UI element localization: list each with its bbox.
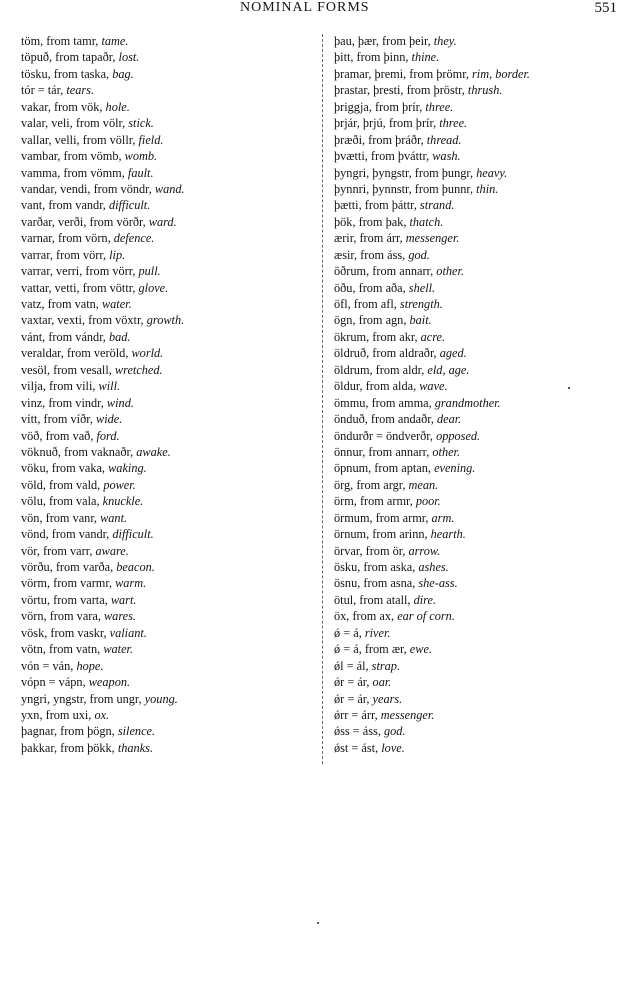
entry-headword: þvætti, from þváttr,	[334, 149, 433, 164]
entry-line	[334, 510, 619, 526]
entry-headword: vilja, from vili,	[21, 379, 99, 394]
entry-line	[334, 115, 619, 131]
entry-headword: þynnri, þynnstr, from þunnr,	[334, 181, 477, 196]
entry-gloss: poor.	[415, 494, 441, 509]
entry-gloss: lip.	[109, 247, 126, 262]
column-divider	[322, 34, 323, 764]
entry-line	[21, 132, 311, 148]
entry-headword: ǿss = áss,	[334, 724, 384, 739]
entry-headword: vópn = vápn,	[21, 675, 89, 690]
entry-line	[334, 33, 619, 49]
entry-line	[334, 378, 619, 394]
entry-gloss: wash.	[432, 149, 461, 164]
entry-line	[21, 543, 311, 559]
entry-headword: þitt, from þinn,	[334, 50, 412, 65]
entry-gloss: strand.	[419, 198, 455, 213]
entry-gloss: thanks.	[117, 740, 154, 755]
entry-gloss: ashes.	[418, 560, 449, 574]
entry-line	[21, 691, 311, 707]
entry-line	[21, 49, 311, 65]
entry-headword: vöknuð, from vaknaðr,	[21, 444, 137, 459]
entry-gloss: power.	[103, 477, 136, 492]
entry-line	[21, 411, 311, 427]
entry-line	[21, 625, 311, 641]
entry-headword: vattar, vetti, from vöttr,	[21, 280, 139, 295]
entry-gloss: three.	[425, 99, 454, 114]
entry-line	[334, 395, 619, 411]
entry-headword: þætti, from þáttr,	[334, 198, 420, 213]
entry-gloss: wares.	[103, 609, 136, 624]
left-column-entries	[21, 33, 311, 756]
entry-headword: öndurðr = öndverðr,	[334, 428, 437, 443]
entry-headword: þrjár, þrjú, from þrír,	[334, 116, 440, 131]
entry-line	[21, 723, 311, 739]
entry-gloss: grandmother.	[434, 395, 501, 410]
entry-headword: þramar, þremi, from þrömr,	[334, 66, 472, 81]
entry-line	[334, 658, 619, 674]
entry-headword: vambar, from vömb,	[21, 149, 125, 164]
entry-gloss: hope.	[76, 658, 104, 673]
entry-line	[334, 49, 619, 65]
entry-line	[21, 460, 311, 476]
entry-line	[21, 66, 311, 82]
entry-headword: vant, from vandr,	[21, 198, 109, 213]
entry-line	[21, 247, 311, 263]
entry-gloss: ox.	[94, 707, 110, 722]
entry-headword: vösk, from vaskr,	[21, 625, 110, 640]
entry-line	[21, 329, 311, 345]
entry-headword: ærir, from árr,	[334, 231, 406, 246]
entry-line	[21, 707, 311, 723]
entry-headword: vörm, from varmr,	[21, 576, 116, 591]
entry-line	[21, 214, 311, 230]
entry-headword: varrar, from vörr,	[21, 247, 110, 262]
entry-gloss: water.	[101, 297, 132, 311]
entry-gloss: water.	[103, 642, 134, 657]
entry-headword: veraldar, from veröld,	[21, 346, 132, 361]
entry-headword: völd, from vald,	[21, 477, 104, 492]
entry-headword: yngri, yngstr, from ungr,	[21, 691, 145, 706]
entry-headword: vón = ván,	[21, 658, 77, 673]
entry-headword: ökrum, from akr,	[334, 329, 421, 344]
entry-line	[334, 66, 619, 82]
entry-gloss: thatch.	[409, 214, 444, 229]
entry-gloss: messenger.	[380, 707, 435, 722]
entry-line	[334, 460, 619, 476]
entry-headword: þrastar, þresti, from þröstr,	[334, 83, 468, 98]
entry-line	[21, 99, 311, 115]
entry-gloss: three.	[439, 116, 468, 131]
entry-gloss: love.	[381, 740, 405, 755]
entry-line	[21, 658, 311, 674]
entry-line	[21, 312, 311, 328]
entry-headword: önnur, from annarr,	[334, 444, 433, 459]
entry-line	[334, 197, 619, 213]
entry-headword: vítt, from víðr,	[21, 412, 96, 427]
entry-gloss: ewe.	[409, 642, 432, 657]
entry-line	[334, 263, 619, 279]
entry-headword: þau, þær, from þeir,	[334, 34, 434, 48]
entry-line	[21, 378, 311, 394]
page-number: 551	[594, 0, 617, 16]
entry-gloss: want.	[100, 510, 128, 525]
entry-headword: ǿ = á, from ær,	[334, 642, 410, 657]
entry-line	[21, 148, 311, 164]
entry-line	[21, 362, 311, 378]
entry-gloss: acre.	[420, 329, 446, 344]
entry-gloss: river.	[364, 625, 391, 640]
entry-headword: þagnar, from þögn,	[21, 724, 118, 739]
entry-line	[334, 477, 619, 493]
entry-headword: þræði, from þráðr,	[334, 132, 427, 147]
entry-gloss: defence.	[113, 231, 155, 246]
entry-headword: vönd, from vandr,	[21, 527, 113, 542]
entry-line	[21, 493, 311, 509]
entry-gloss: evening.	[434, 461, 476, 476]
entry-headword: ǿr = ár,	[334, 691, 373, 706]
entry-headword: ǿl = ál,	[334, 658, 372, 673]
entry-line	[334, 707, 619, 723]
entry-line	[21, 592, 311, 608]
entry-headword: ömmu, from amma,	[334, 395, 435, 410]
entry-gloss: shell.	[408, 280, 436, 295]
entry-line	[21, 510, 311, 526]
entry-line	[21, 674, 311, 690]
entry-headword: vatz, from vatn,	[21, 297, 102, 311]
entry-line	[334, 99, 619, 115]
entry-line	[334, 575, 619, 591]
entry-gloss: aware.	[95, 543, 129, 558]
entry-headword: ösku, from aska,	[334, 560, 419, 574]
entry-headword: völu, from vala,	[21, 494, 103, 509]
entry-gloss: thrush.	[467, 83, 503, 98]
entry-headword: vallar, velli, from völlr,	[21, 132, 139, 147]
entry-line	[334, 148, 619, 164]
entry-line	[21, 575, 311, 591]
entry-gloss: world.	[131, 346, 164, 361]
entry-gloss: aged.	[439, 346, 467, 361]
entry-line	[21, 115, 311, 131]
entry-gloss: she-ass.	[418, 576, 458, 591]
entry-gloss: wart.	[110, 592, 137, 607]
entry-gloss: god.	[408, 247, 430, 262]
entry-gloss: silence.	[117, 724, 156, 739]
entry-line	[334, 608, 619, 624]
entry-headword: tösku, from taska,	[21, 66, 113, 81]
entry-line	[21, 230, 311, 246]
entry-gloss: glove.	[138, 280, 169, 295]
entry-headword: þriggja, from þrír,	[334, 99, 426, 114]
entry-gloss: god.	[383, 724, 406, 739]
entry-gloss: arm.	[431, 510, 455, 525]
entry-headword: öpnum, from aptan,	[334, 461, 435, 476]
entry-line	[21, 526, 311, 542]
entry-line	[334, 296, 619, 312]
entry-gloss: warm.	[115, 576, 147, 591]
entry-gloss: difficult.	[112, 527, 154, 542]
entry-line	[21, 263, 311, 279]
entry-line	[21, 165, 311, 181]
entry-line	[334, 526, 619, 542]
entry-headword: öldruð, from aldraðr,	[334, 346, 440, 361]
entry-gloss: tears.	[66, 83, 95, 98]
entry-line	[21, 559, 311, 575]
entry-gloss: field.	[138, 132, 164, 147]
entry-headword: þök, from þak,	[334, 214, 410, 229]
right-column-entries	[334, 33, 619, 756]
entry-gloss: they.	[433, 34, 457, 48]
entry-headword: yxn, from uxi,	[21, 707, 95, 722]
entry-gloss: growth.	[146, 313, 185, 328]
entry-gloss: bad.	[108, 329, 131, 344]
entry-line	[334, 625, 619, 641]
entry-headword: öðrum, from annarr,	[334, 264, 437, 279]
entry-gloss: years.	[372, 691, 403, 706]
entry-gloss: other.	[436, 264, 464, 279]
entry-line	[334, 214, 619, 230]
entry-gloss: ford.	[96, 428, 120, 443]
entry-line	[21, 477, 311, 493]
entry-gloss: weapon.	[88, 675, 131, 690]
entry-gloss: wand.	[154, 181, 185, 196]
entry-headword: vörtu, from varta,	[21, 592, 111, 607]
entry-gloss: young.	[144, 691, 178, 706]
stray-mark	[568, 387, 570, 389]
entry-line	[334, 641, 619, 657]
entry-gloss: eld, age.	[427, 362, 470, 377]
entry-headword: ǿr = ár,	[334, 675, 373, 690]
entry-gloss: heavy.	[476, 165, 508, 180]
entry-gloss: valiant.	[109, 625, 147, 640]
entry-line	[334, 559, 619, 575]
entry-line	[334, 543, 619, 559]
entry-line	[334, 230, 619, 246]
entry-gloss: beacon.	[116, 560, 155, 574]
entry-line	[21, 280, 311, 296]
entry-headword: vörðu, from varða,	[21, 560, 117, 574]
entry-gloss: stick.	[128, 116, 154, 131]
entry-line	[21, 740, 311, 756]
entry-gloss: thin.	[476, 181, 499, 196]
entry-gloss: wide.	[96, 412, 123, 427]
entry-gloss: awake.	[136, 444, 171, 459]
entry-headword: vinz, from vindr,	[21, 395, 107, 410]
entry-headword: vötn, from vatn,	[21, 642, 104, 657]
entry-headword: vamma, from vömm,	[21, 165, 128, 180]
entry-headword: varrar, verri, from vörr,	[21, 264, 139, 279]
entry-gloss: ward.	[148, 214, 177, 229]
entry-line	[21, 181, 311, 197]
entry-headword: vön, from vanr,	[21, 510, 101, 525]
entry-gloss: tame.	[101, 34, 129, 48]
entry-headword: þyngri, þyngstr, from þungr,	[334, 165, 477, 180]
entry-headword: varnar, from vörn,	[21, 231, 114, 246]
entry-gloss: wave.	[419, 379, 448, 394]
entry-gloss: dear.	[436, 412, 462, 427]
entry-headword: vörn, from vara,	[21, 609, 104, 624]
entry-line	[21, 345, 311, 361]
entry-headword: ǿrr = árr,	[334, 707, 381, 722]
entry-headword: örmum, from armr,	[334, 510, 432, 525]
entry-headword: örg, from argr,	[334, 477, 409, 492]
entry-headword: vöku, from vaka,	[21, 461, 109, 476]
entry-line	[334, 165, 619, 181]
entry-headword: töm, from tamr,	[21, 34, 102, 48]
entry-gloss: knuckle.	[102, 494, 144, 509]
entry-headword: vöð, from vað,	[21, 428, 97, 443]
entry-headword: vandar, vendi, from vöndr,	[21, 181, 155, 196]
entry-line	[334, 132, 619, 148]
entry-headword: öfl, from afl,	[334, 297, 400, 311]
entry-headword: öldrum, from aldr,	[334, 362, 428, 377]
entry-gloss: dire.	[413, 592, 437, 607]
entry-line	[334, 329, 619, 345]
entry-headword: öx, from ax,	[334, 609, 398, 624]
entry-line	[334, 362, 619, 378]
entry-line	[21, 82, 311, 98]
entry-gloss: hole.	[105, 99, 130, 114]
entry-line	[334, 82, 619, 98]
entry-line	[334, 444, 619, 460]
entry-headword: örm, from armr,	[334, 494, 416, 509]
entry-headword: töpuð, from tapaðr,	[21, 50, 119, 65]
entry-gloss: mean.	[408, 477, 439, 492]
entry-headword: vánt, from vándr,	[21, 329, 109, 344]
entry-gloss: bait.	[409, 313, 432, 328]
entry-line	[334, 740, 619, 756]
entry-gloss: thine.	[411, 50, 440, 65]
entry-line	[334, 312, 619, 328]
entry-gloss: will.	[98, 379, 121, 394]
stray-mark	[317, 922, 319, 924]
entry-headword: ǿ = á,	[334, 625, 365, 640]
entry-line	[334, 247, 619, 263]
entry-line	[334, 674, 619, 690]
entry-gloss: lost.	[118, 50, 140, 65]
entry-gloss: oar.	[372, 675, 392, 690]
entry-gloss: strength.	[399, 297, 443, 311]
running-title: NOMINAL FORMS	[240, 0, 370, 15]
entry-gloss: fault.	[127, 165, 154, 180]
entry-headword: þakkar, from þökk,	[21, 740, 118, 755]
entry-line	[334, 428, 619, 444]
entry-line	[21, 641, 311, 657]
entry-line	[21, 608, 311, 624]
entry-headword: önduð, from andaðr,	[334, 412, 437, 427]
entry-gloss: strap.	[371, 658, 401, 673]
entry-headword: ösnu, from asna,	[334, 576, 419, 591]
entry-headword: vör, from varr,	[21, 543, 96, 558]
running-header	[240, 0, 625, 20]
entry-headword: tór = tár,	[21, 83, 67, 98]
entry-gloss: difficult.	[108, 198, 151, 213]
entry-headword: ǿst = ást,	[334, 740, 382, 755]
entry-headword: ögn, from agn,	[334, 313, 410, 328]
entry-gloss: womb.	[124, 149, 158, 164]
entry-line	[334, 592, 619, 608]
entry-headword: æsir, from áss,	[334, 247, 409, 262]
entry-gloss: arrow.	[408, 543, 441, 558]
entry-headword: vaxtar, vexti, from vöxtr,	[21, 313, 147, 328]
entry-gloss: thread.	[426, 132, 462, 147]
entry-line	[21, 428, 311, 444]
entry-gloss: messenger.	[405, 231, 460, 246]
entry-gloss: bag.	[112, 66, 134, 81]
entry-headword: örnum, from arinn,	[334, 527, 431, 542]
entry-headword: vakar, from vök,	[21, 99, 106, 114]
entry-gloss: other.	[432, 444, 461, 459]
entry-gloss: wretched.	[114, 362, 163, 377]
entry-gloss: rim, border.	[472, 66, 530, 81]
entry-gloss: wind.	[106, 395, 134, 410]
entry-headword: varðar, verði, from vörðr,	[21, 214, 149, 229]
entry-gloss: hearth.	[430, 527, 466, 542]
entry-line	[334, 723, 619, 739]
entry-headword: ötul, from atall,	[334, 592, 414, 607]
entry-line	[21, 296, 311, 312]
entry-line	[334, 181, 619, 197]
entry-headword: öldur, from alda,	[334, 379, 420, 394]
entry-line	[21, 33, 311, 49]
entry-line	[21, 444, 311, 460]
entry-headword: vesöl, from vesall,	[21, 362, 115, 377]
entry-line	[334, 691, 619, 707]
entry-headword: örvar, from ör,	[334, 543, 409, 558]
entry-line	[334, 345, 619, 361]
entry-headword: valar, veli, from völr,	[21, 116, 129, 131]
entry-line	[334, 493, 619, 509]
entry-gloss: pull.	[138, 264, 161, 279]
entry-line	[334, 280, 619, 296]
entry-headword: öðu, from aða,	[334, 280, 409, 295]
entry-line	[334, 411, 619, 427]
entry-line	[21, 197, 311, 213]
entry-gloss: waking.	[108, 461, 147, 476]
entry-gloss: opposed.	[436, 428, 481, 443]
entry-line	[21, 395, 311, 411]
entry-gloss: ear of corn.	[397, 609, 455, 624]
